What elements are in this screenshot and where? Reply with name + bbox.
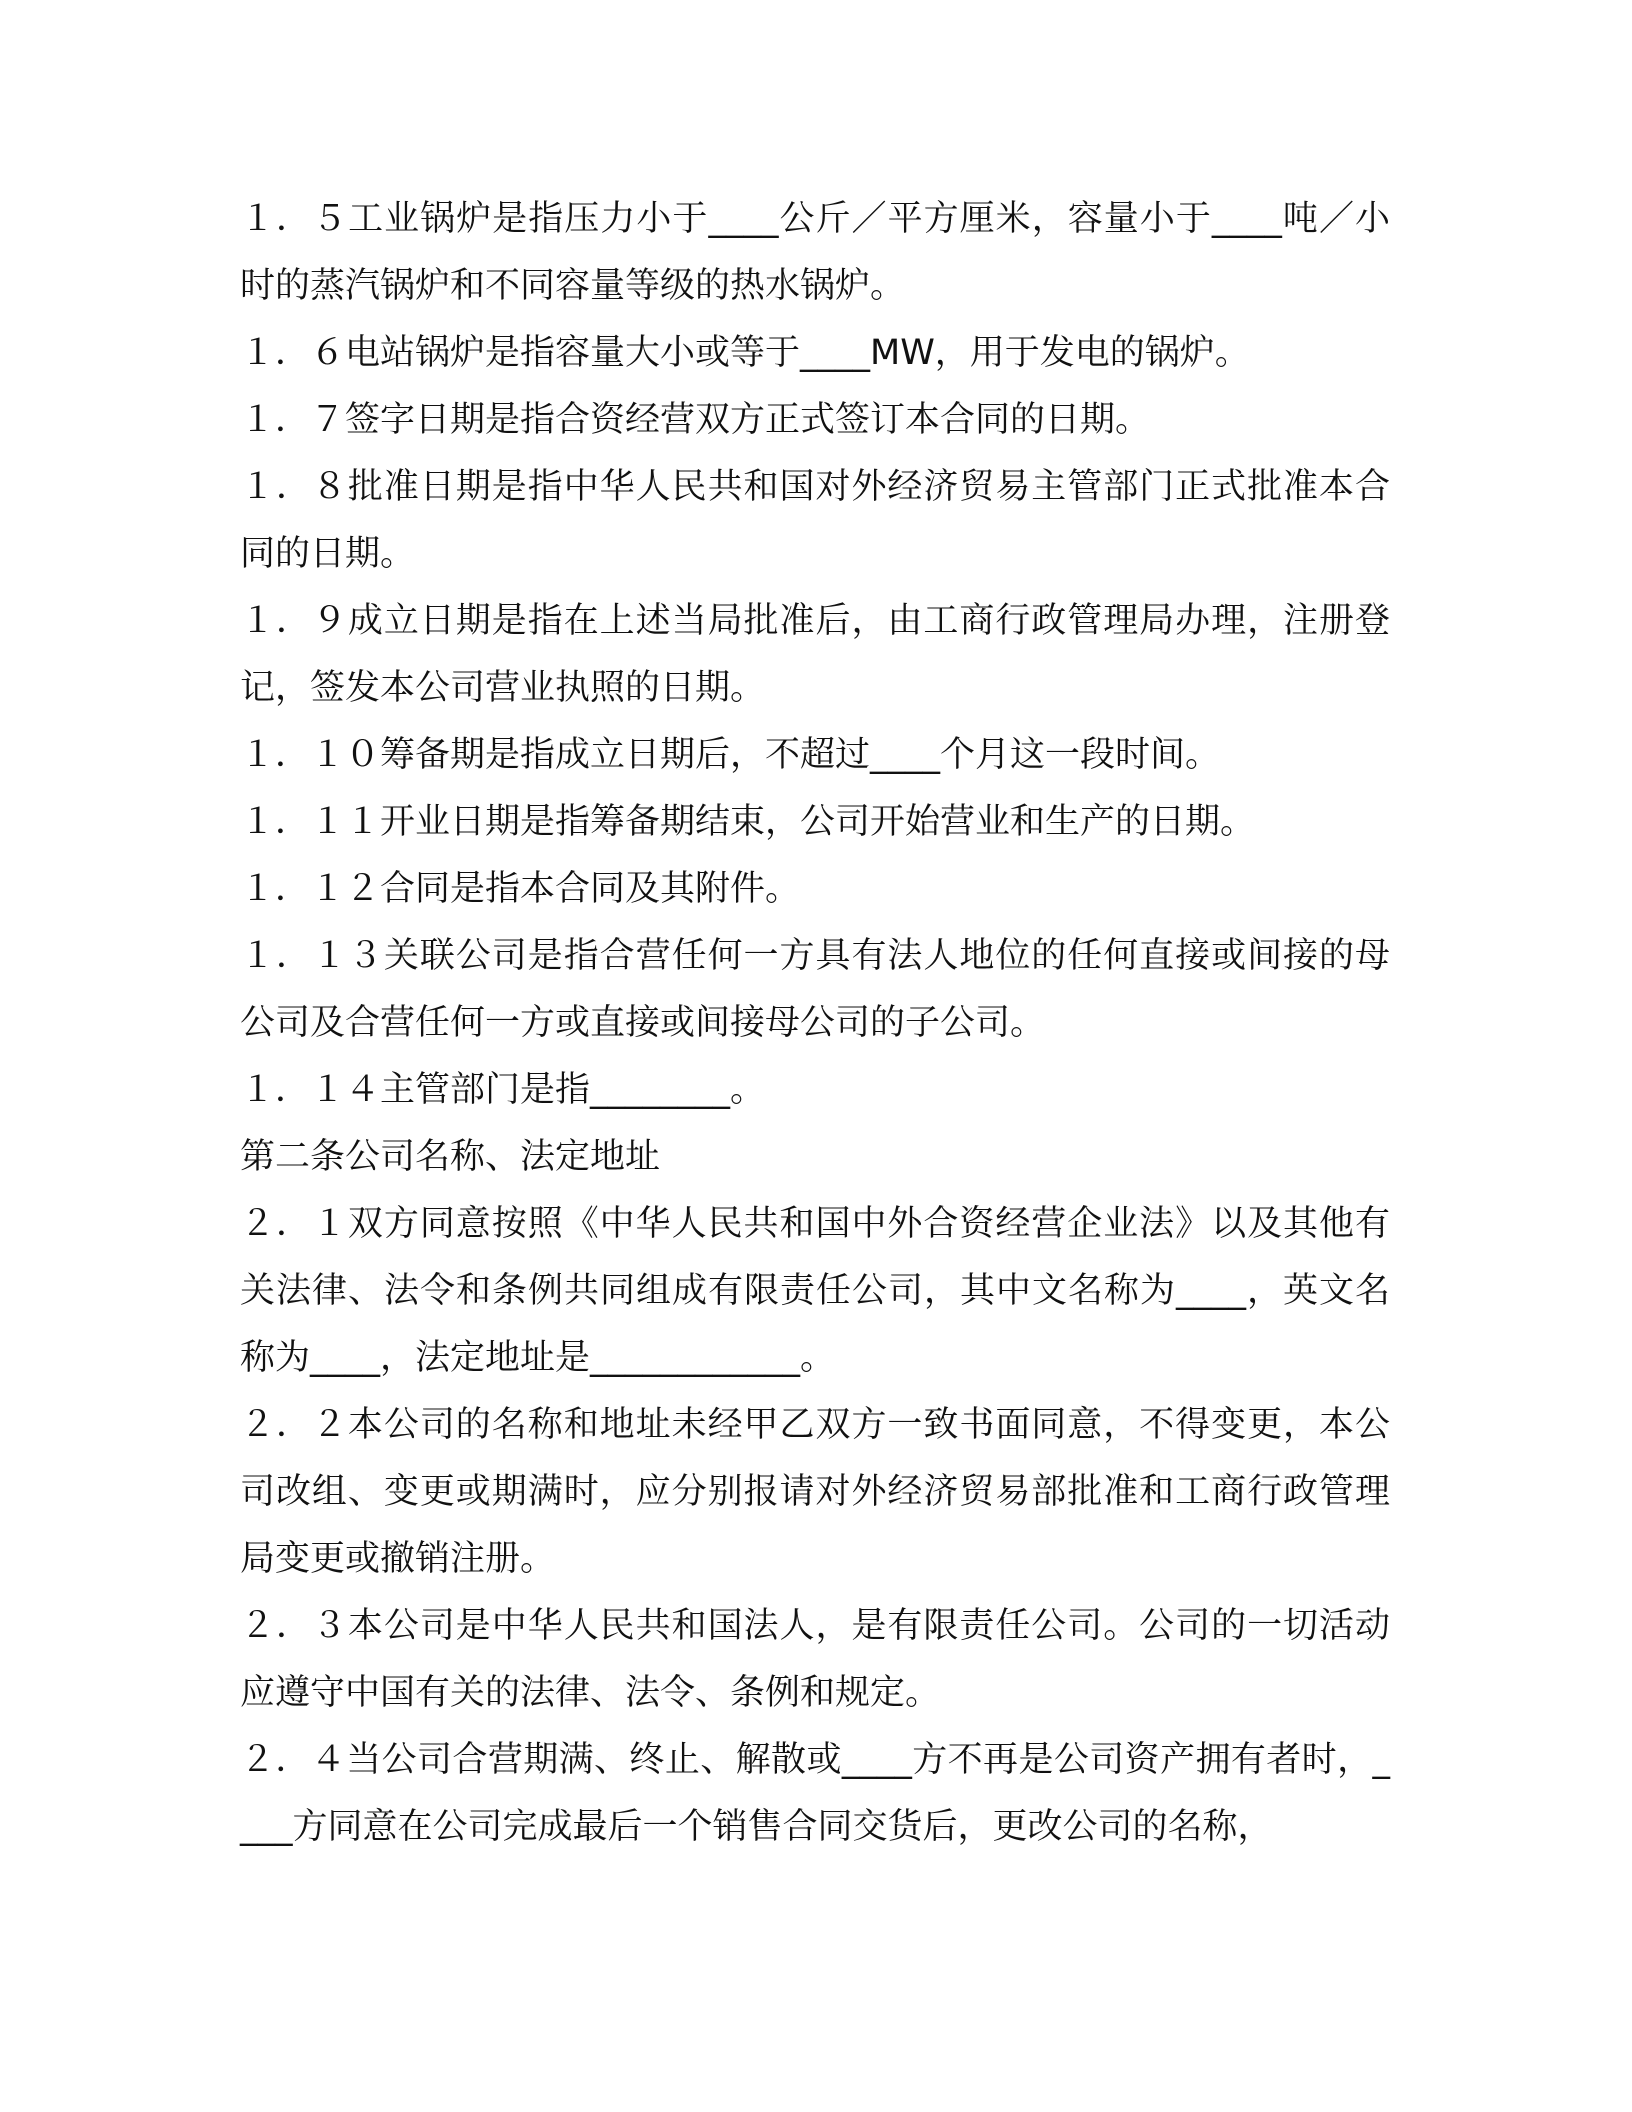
clause-1-13: １．１３关联公司是指合营任何一方具有法人地位的任何直接或间接的母公司及合营任何一方或直接或间接母公司的子公司。 (240, 936, 1390, 1043)
clause-2-2: ２．２本公司的名称和地址未经甲乙双方一致书面同意，不得变更，本公司改组、变更或期满时，应分别报请对外经济贸易部批准和工商行政管理局变更或撤销注册。 (240, 1405, 1390, 1579)
clause-2-3: ２．３本公司是中华人民共和国法人，是有限责任公司。公司的一切活动应遵守中国有关的法律、法令、条例和规定。 (240, 1606, 1390, 1713)
clause-1-5: １．５工业锅炉是指压力小于____公斤／平方厘米，容量小于____吨／小时的蒸汽锅炉和不同容量等级的热水锅炉。 (240, 199, 1390, 306)
clause-1-7: １．７签字日期是指合资经营双方正式签订本合同的日期。 (240, 400, 1151, 440)
clause-1-9: １．９成立日期是指在上述当局批准后，由工商行政管理局办理，注册登记，签发本公司营业执照的日期。 (240, 601, 1390, 708)
clause-1-6: １．６电站锅炉是指容量大小或等于____MW，用于发电的锅炉。 (240, 333, 1250, 373)
document-body (240, 186, 1390, 1861)
clause-2-4: ２．４当公司合营期满、终止、解散或____方不再是公司资产拥有者时，____方同意在公司完成最后一个销售合同交货后，更改公司的名称， (240, 1740, 1390, 1847)
clause-1-14: １．１４主管部门是指________。 (240, 1070, 766, 1110)
clause-1-10: １．１０筹备期是指成立日期后，不超过____个月这一段时间。 (240, 735, 1221, 775)
clause-2-1: ２．１双方同意按照《中华人民共和国中外合资经营企业法》以及其他有关法律、法令和条例共同组成有限责任公司，其中文名称为____，英文名称为____，法定地址是____________。 (240, 1204, 1390, 1378)
clause-1-8: １．８批准日期是指中华人民共和国对外经济贸易主管部门正式批准本合同的日期。 (240, 467, 1390, 574)
clause-1-12: １．１２合同是指本合同及其附件。 (240, 869, 801, 909)
article-2-heading: 第二条公司名称、法定地址 (240, 1137, 661, 1177)
clause-1-11: １．１１开业日期是指筹备期结束，公司开始营业和生产的日期。 (240, 802, 1256, 842)
